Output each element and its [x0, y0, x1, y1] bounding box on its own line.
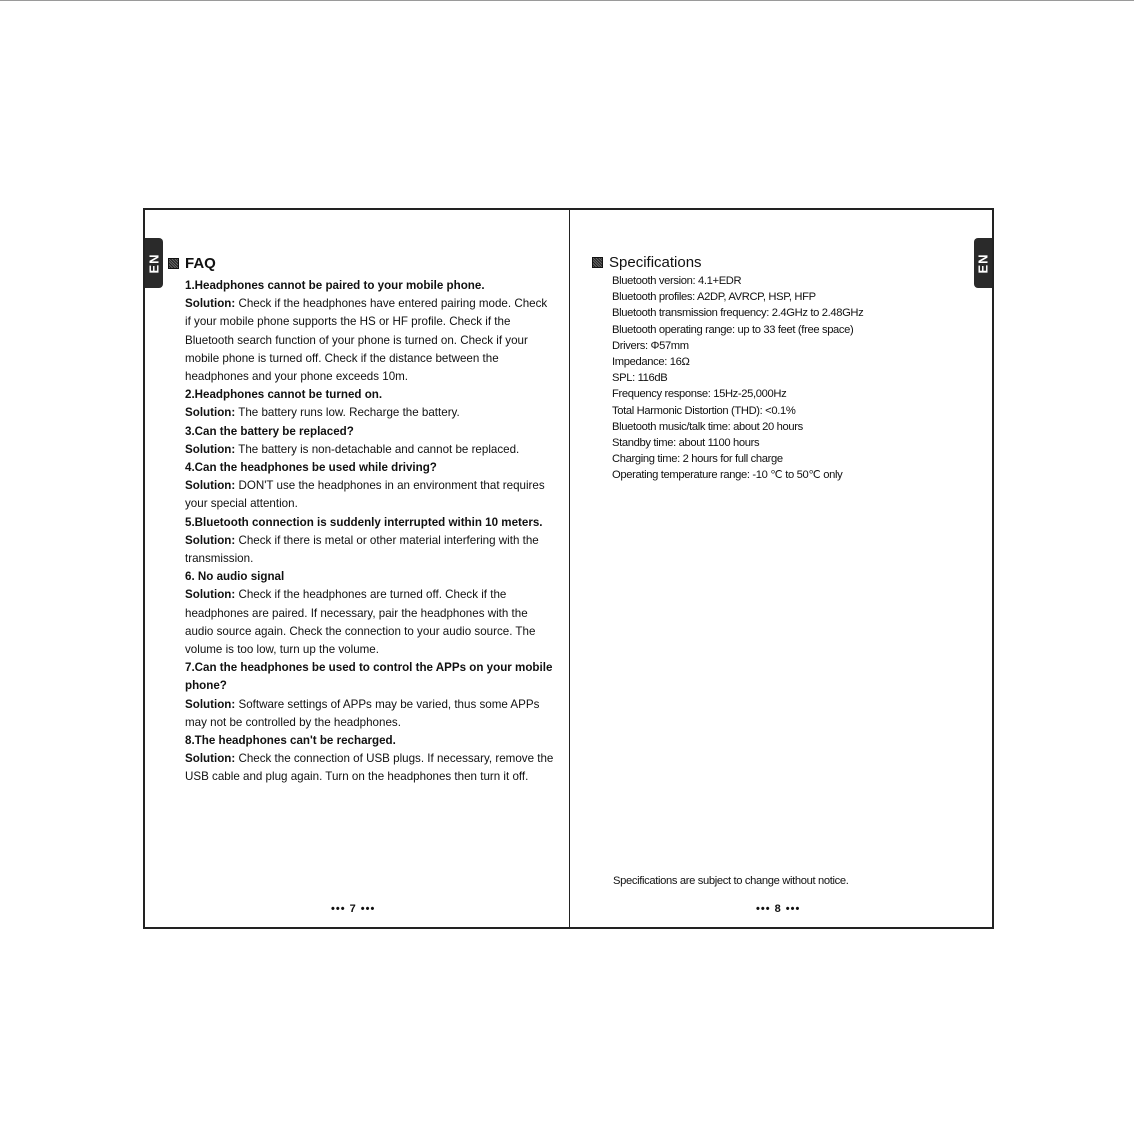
spec-item: Charging time: 2 hours for full charge [612, 453, 783, 466]
faq-question: 6. No audio signal [185, 570, 285, 584]
spec-item: Bluetooth music/talk time: about 20 hours [612, 420, 803, 433]
manual-spread [143, 208, 994, 929]
solution-label: Solution: [185, 406, 236, 420]
solution-text: Check if the headphones are turned off. Check if the headphones are paired. If necessary, pair the headphones with the audio source again. Check the connection to your audio source. The volume is too low, turn up the volume. [185, 588, 536, 657]
spec-item: Total Harmonic Distortion (THD): <0.1% [612, 404, 796, 417]
faq-question: 3.Can the battery be replaced? [185, 424, 354, 438]
page-divider [569, 210, 570, 927]
language-tab-right-label: EN [975, 252, 991, 274]
specs-list [612, 273, 912, 484]
page-number-left: ••• 7 ••• [331, 903, 376, 915]
faq-question: 8.The headphones can't be recharged. [185, 734, 396, 748]
top-edge-line [0, 0, 1134, 1]
faq-question: 2.Headphones cannot be turned on. [185, 388, 383, 402]
specs-title: Specifications [609, 254, 702, 271]
spec-item: Operating temperature range: -10 ℃ to 50℃ only [612, 469, 843, 482]
faq-answer [185, 295, 555, 386]
spec-item: Bluetooth version: 4.1+EDR [612, 275, 742, 287]
faq-answer [185, 404, 555, 422]
square-bullet-icon [168, 258, 179, 269]
solution-text: The battery is non-detachable and cannot be replaced. [235, 442, 520, 456]
solution-text: The battery runs low. Recharge the battery. [235, 406, 460, 420]
spec-item: Bluetooth operating range: up to 33 feet (free space) [612, 323, 854, 336]
specs-disclaimer: Specifications are subject to change without notice. [613, 875, 849, 887]
specs-heading [592, 254, 702, 271]
faq-answer [185, 750, 555, 786]
spec-item: Drivers: Φ57mm [612, 339, 689, 352]
square-bullet-icon [592, 257, 603, 268]
spec-item: Bluetooth transmission frequency: 2.4GHz to 2.48GHz [612, 307, 864, 320]
solution-text: Software settings of APPs may be varied, thus some APPs may not be controlled by the headphones. [185, 697, 540, 729]
solution-label: Solution: [185, 533, 236, 547]
language-tab-left-label: EN [146, 252, 162, 274]
solution-text: DON'T use the headphones in an environment that requires your special attention. [185, 479, 545, 511]
solution-label: Solution: [185, 588, 236, 602]
solution-text: Check if there is metal or other material interfering with the transmission. [185, 533, 539, 566]
faq-title: FAQ [185, 255, 216, 272]
faq-question: 5.Bluetooth connection is suddenly interrupted within 10 meters. [185, 515, 543, 529]
spec-item: SPL: 116dB [612, 372, 668, 385]
solution-label: Solution: [185, 442, 236, 456]
spec-item: Frequency response: 15Hz-25,000Hz [612, 388, 787, 401]
language-tab-right [974, 238, 992, 288]
solution-label: Solution: [185, 752, 236, 766]
solution-label: Solution: [185, 297, 236, 311]
solution-text: Check the connection of USB plugs. If necessary, remove the USB cable and plug again. Turn on the headphones then turn it off. [185, 752, 554, 784]
solution-label: Solution: [185, 697, 236, 711]
faq-answer [185, 586, 555, 659]
spec-item: Bluetooth profiles: A2DP, AVRCP, HSP, HFP [612, 291, 816, 304]
faq-answer [185, 532, 555, 568]
solution-text: Check if the headphones have entered pairing mode. Check if your mobile phone supports the HS or HF profile. Check if the Bluetooth search function of your phone is turned on. Check if your mobile phone is turned off. Check if the distance between the headphones and your phone exceeds 10m. [185, 297, 548, 384]
page-number-right: ••• 8 ••• [756, 903, 801, 915]
faq-question: 7.Can the headphones be used to control the APPs on your mobile phone? [185, 661, 553, 693]
faq-answer [185, 477, 555, 513]
spec-item: Standby time: about 1100 hours [612, 437, 760, 450]
faq-answer [185, 696, 555, 732]
faq-answer [185, 441, 555, 459]
faq-heading [168, 255, 216, 272]
faq-question: 4.Can the headphones be used while driving? [185, 461, 437, 475]
solution-label: Solution: [185, 479, 236, 493]
language-tab-left [145, 238, 163, 288]
spec-item: Impedance: 16Ω [612, 356, 690, 369]
faq-question: 1.Headphones cannot be paired to your mobile phone. [185, 279, 485, 292]
faq-list [185, 277, 555, 787]
